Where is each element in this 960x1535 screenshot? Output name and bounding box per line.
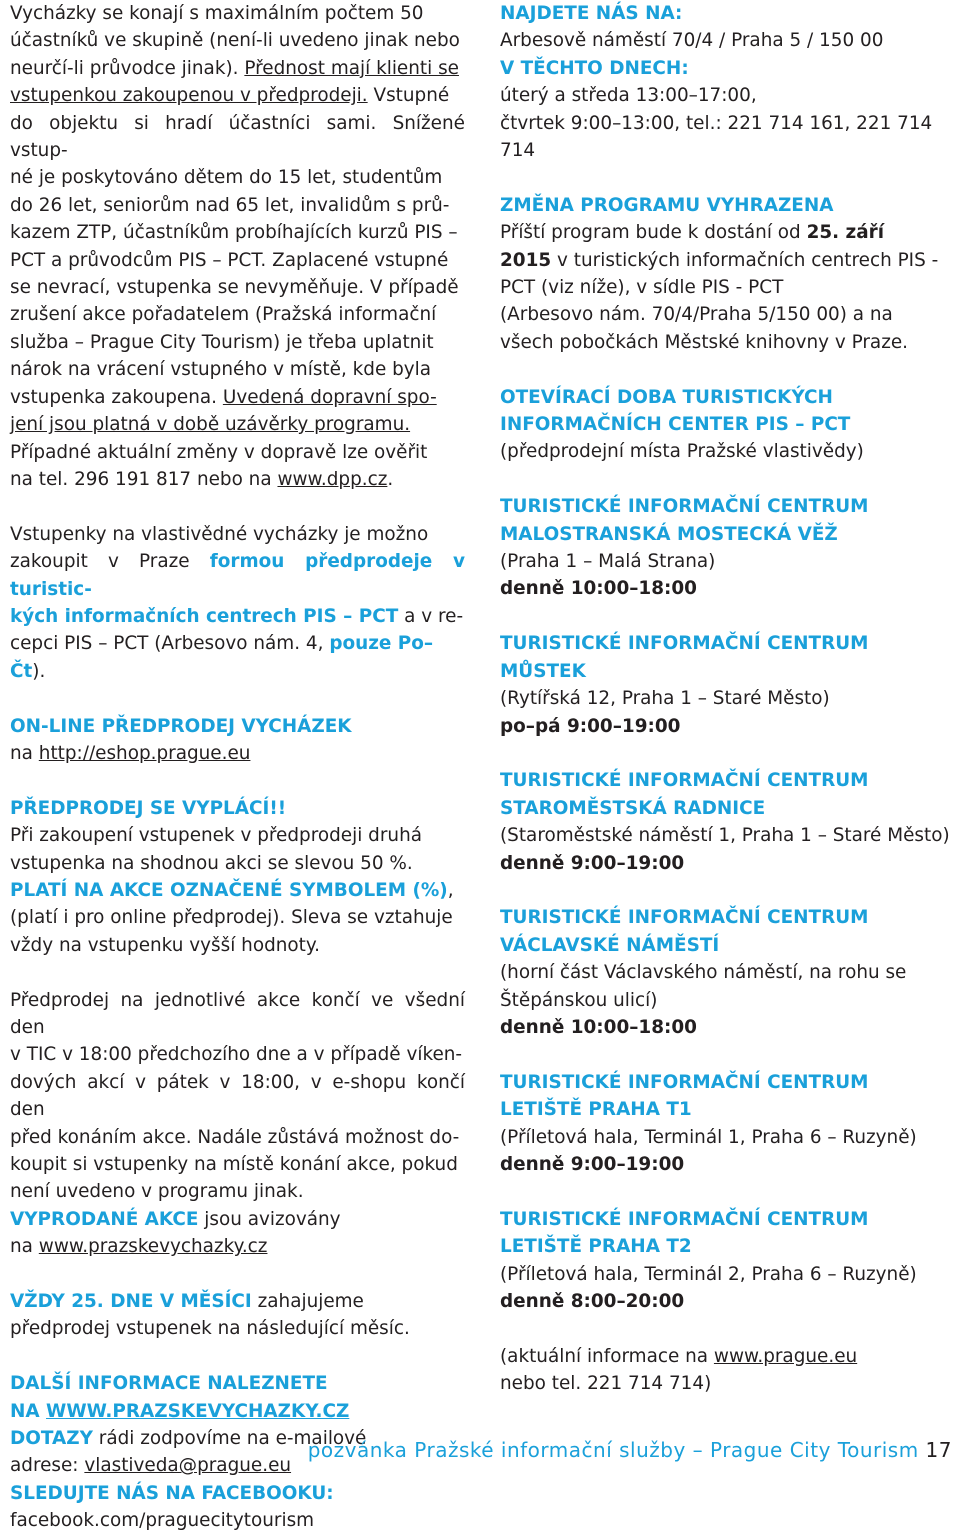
text-line: zakoupit v Praze formou předprodeje v turistic-: [10, 551, 465, 600]
monthly-presale-section: [10, 1288, 465, 1343]
text-line: Případné aktuální změny v dopravě lze ověřit: [10, 441, 428, 463]
opening-hours-section: [500, 384, 952, 466]
email-link[interactable]: vlastiveda@prague.eu: [84, 1455, 292, 1477]
text-line: v TIC v 18:00 předchozího dne a v případě víken-: [10, 1044, 463, 1066]
text-line: předprodej vstupenek na následující měsíc.: [10, 1318, 410, 1340]
text-line: do 26 let, seniorům nad 65 let, invalidům s prů-: [10, 194, 450, 216]
info-center: [500, 767, 952, 877]
text-line: nárok na vrácení vstupného v místě, kde byla: [10, 359, 432, 381]
facebook-text: facebook.com/praguecitytourism: [10, 1510, 315, 1532]
online-presale-section: [10, 713, 465, 768]
text-line: Vycházky se konají s maximálním počtem 50: [10, 3, 424, 24]
tickets-paragraph: [10, 521, 465, 685]
center-heading: TURISTICKÉ INFORMAČNÍ CENTRUM: [500, 633, 869, 655]
center-heading: TURISTICKÉ INFORMAČNÍ CENTRUM: [500, 770, 869, 792]
address-text: Arbesově náměstí 70/4 / Praha 5 / 150 00: [500, 30, 884, 52]
text-line: NA WWW.PRAZSKEVYCHAZKY.CZ: [10, 1400, 350, 1422]
text-line: zrušení akce pořadatelem (Pražská informační: [10, 304, 437, 326]
eshop-link[interactable]: http://eshop.prague.eu: [38, 742, 251, 764]
text-line: účastníků ve skupině (není-li uvedeno jinak nebo: [10, 30, 460, 52]
presale-discount-section: [10, 795, 465, 959]
text-line: cepci PIS – PCT (Arbesovo nám. 4, pouze Po–Čt).: [10, 633, 434, 682]
center-heading: TURISTICKÉ INFORMAČNÍ CENTRUM: [500, 907, 869, 929]
text-line: (platí i pro online předprodej). Sleva se vztahuje: [10, 907, 453, 929]
center-hours: denně 9:00–19:00: [500, 852, 685, 874]
text-line: vždy na vstupenku vyšší hodnoty.: [10, 934, 320, 956]
text-line: do objektu si hradí účastníci sami. Snížené vstup-: [10, 112, 465, 162]
transport-note: Uvedená dopravní spo-: [222, 386, 437, 408]
info-center: [500, 630, 952, 740]
center-name: MŮSTEK: [500, 660, 586, 682]
text-line: vstupenka zakoupena. Uvedená dopravní spo-: [10, 386, 437, 408]
center-name: VÁCLAVSKÉ NÁMĚSTÍ: [500, 934, 720, 956]
page-footer: [308, 1436, 952, 1464]
text-line: VŽDY 25. DNE V MĚSÍCI zahajujeme: [10, 1291, 364, 1313]
text-line: na http://eshop.prague.eu: [10, 742, 251, 764]
text-line: VYPRODANÉ AKCE jsou avizovány: [10, 1208, 341, 1230]
prazskevychazky-link[interactable]: www.prazskevychazky.cz: [38, 1236, 268, 1258]
program-change-heading: ZMĚNA PROGRAMU VYHRAZENA: [500, 194, 834, 216]
text-line: kazem ZTP, účastníkům probíhajících kurzů PIS –: [10, 222, 458, 244]
center-hours: denně 10:00–18:00: [500, 1016, 697, 1038]
presale-heading: PŘEDPRODEJ SE VYPLÁCÍ!!: [10, 797, 287, 819]
center-heading: TURISTICKÉ INFORMAČNÍ CENTRUM: [500, 1071, 869, 1093]
days-heading: V TĚCHTO DNECH:: [500, 57, 689, 79]
find-us-section: [500, 0, 952, 164]
center-address: (Praha 1 – Malá Strana): [500, 551, 716, 573]
info-center: [500, 1069, 952, 1179]
text-line: koupit si vstupenky na místě konání akce, pokud: [10, 1154, 458, 1175]
center-address: (Příletová hala, Terminál 2, Praha 6 – Ruzyně): [500, 1263, 917, 1285]
priority-note: vstupenkou zakoupenou v předprodeji.: [10, 85, 368, 107]
center-address: (Staroměstské náměstí 1, Praha 1 – Staré Město): [500, 825, 950, 847]
text-line: PLATÍ NA AKCE OZNAČENÉ SYMBOLEM (%),: [10, 879, 454, 901]
text-line: adrese: vlastiveda@prague.eu: [10, 1455, 292, 1477]
text-line: Předprodej na jednotlivé akce končí ve všední den: [10, 989, 465, 1038]
text-line: dových akcí v pátek v 18:00, v e-shopu končí den: [10, 1071, 465, 1121]
text-line: PCT (viz níže), v sídle PIS - PCT: [500, 277, 784, 299]
facebook-heading: SLEDUJTE NÁS NA FACEBOOKU:: [10, 1482, 334, 1504]
center-name: STAROMĚSTSKÁ RADNICE: [500, 797, 766, 819]
text-line: se nevrací, vstupenka se nevyměňuje. V případě: [10, 277, 459, 299]
transport-note: jení jsou platná v době uzávěrky programu.: [10, 414, 411, 436]
info-center: [500, 493, 952, 603]
text-line: vstupenkou zakoupenou v předprodeji. Vstupné: [10, 85, 450, 107]
center-address: Štěpánskou ulicí): [500, 989, 658, 1011]
text-line: není uvedeno v programu jinak.: [10, 1181, 304, 1203]
opening-hours-heading: OTEVÍRACÍ DOBA TURISTICKÝCH: [500, 386, 833, 408]
prague-eu-link[interactable]: www.prague.eu: [713, 1345, 858, 1367]
text-line: (Arbesovo nám. 70/4/Praha 5/150 00) a na: [500, 304, 893, 326]
center-address: (horní část Václavského náměstí, na rohu se: [500, 962, 907, 984]
text-line: na www.prazskevychazky.cz: [10, 1236, 268, 1258]
program-change-section: [500, 192, 952, 356]
left-column: [10, 0, 465, 1535]
presale-deadline-section: [10, 987, 465, 1261]
text-line: všech pobočkách Městské knihovny v Praze.: [500, 331, 909, 353]
opening-hours-heading: INFORMAČNÍCH CENTER PIS – PCT: [500, 414, 851, 436]
text-line: (předprodejní místa Pražské vlastivědy): [500, 441, 864, 463]
text-line: služba – Prague City Tourism) je třeba uplatnit: [10, 331, 434, 353]
center-heading: TURISTICKÉ INFORMAČNÍ CENTRUM: [500, 1208, 869, 1230]
text-line: nebo tel. 221 714 714): [500, 1373, 712, 1395]
dpp-link[interactable]: www.dpp.cz: [277, 468, 388, 490]
center-hours: denně 8:00–20:00: [500, 1290, 685, 1312]
center-name: MALOSTRANSKÁ MOSTECKÁ VĚŽ: [500, 523, 838, 545]
center-hours: po–pá 9:00–19:00: [500, 715, 681, 737]
text-line: na tel. 296 191 817 nebo na www.dpp.cz.: [10, 468, 394, 490]
intro-paragraph: [10, 0, 465, 493]
center-address: (Příletová hala, Terminál 1, Praha 6 – Ruzyně): [500, 1126, 917, 1148]
text-line: 2015 v turistických informačních centrech PIS -: [500, 249, 939, 271]
center-name: LETIŠTĚ PRAHA T2: [500, 1236, 692, 1258]
text-line: Příští program bude k dostání od 25. září: [500, 222, 885, 244]
text-line: [10, 411, 465, 438]
text-line: PCT a průvodcům PIS – PCT. Zaplacené vstupné: [10, 249, 449, 271]
text-line: neurčí-li průvodce jinak). Přednost mají klienti se: [10, 57, 459, 79]
text-line: vstupenka na shodnou akci se slevou 50 %.: [10, 852, 413, 874]
website-link[interactable]: WWW.PRAZSKEVYCHAZKY.CZ: [46, 1400, 350, 1422]
text-line: čtvrtek 9:00–13:00, tel.: 221 714 161, 221 714 714: [500, 112, 933, 162]
center-address: (Rytířská 12, Praha 1 – Staré Město): [500, 688, 830, 710]
text-line: né je poskytováno dětem do 15 let, studentům: [10, 167, 443, 189]
online-presale-heading: ON-LINE PŘEDPRODEJ VYCHÁZEK: [10, 715, 352, 737]
text-line: (aktuální informace na www.prague.eu: [500, 1345, 858, 1367]
text-line: DOTAZY rádi zodpovíme na e-mailové: [10, 1428, 367, 1450]
right-column: [500, 0, 952, 1398]
center-name: LETIŠTĚ PRAHA T1: [500, 1099, 692, 1121]
text-line: Při zakoupení vstupenek v předprodeji druhá: [10, 825, 422, 847]
footer-text: pozvánka Pražské informační služby – Prague City Tourism: [307, 1438, 919, 1462]
find-us-heading: NAJDETE NÁS NA:: [500, 3, 683, 24]
current-info-section: [500, 1343, 952, 1398]
center-hours: denně 9:00–19:00: [500, 1153, 685, 1175]
text-line: před konáním akce. Nadále zůstává možnost do-: [10, 1126, 460, 1148]
text-line: kých informačních centrech PIS – PCT a v re-: [10, 605, 464, 627]
center-heading: TURISTICKÉ INFORMAČNÍ CENTRUM: [500, 496, 869, 518]
info-center: [500, 1206, 952, 1316]
page-number: 17: [925, 1438, 952, 1462]
text-line: úterý a středa 13:00–17:00,: [500, 85, 757, 107]
center-hours: denně 10:00–18:00: [500, 578, 697, 600]
text-line: Vstupenky na vlastivědné vycházky je možno: [10, 523, 429, 545]
more-info-heading: DALŠÍ INFORMACE NALEZNETE: [10, 1373, 328, 1395]
info-center: [500, 904, 952, 1041]
priority-note: Přednost mají klienti se: [244, 57, 459, 79]
